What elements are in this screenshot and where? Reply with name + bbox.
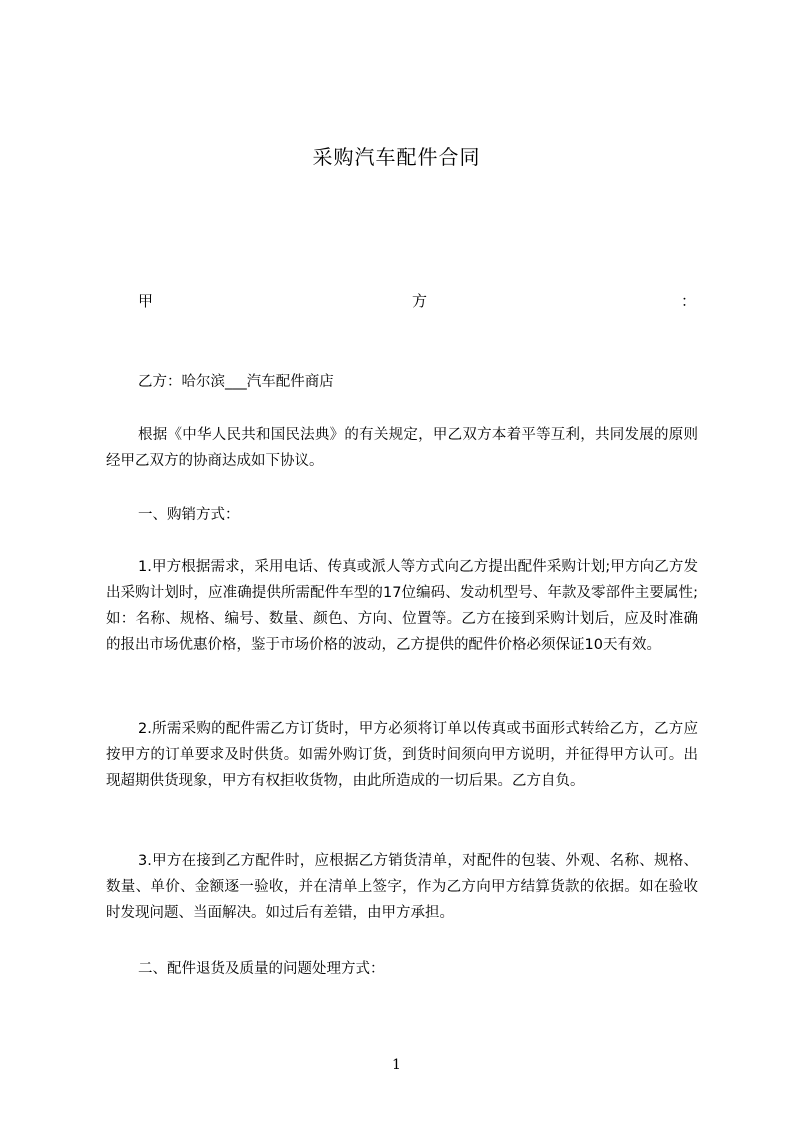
page-number: 1	[392, 1057, 401, 1073]
section-1-heading	[106, 502, 698, 528]
party-a-char-fang: 方	[412, 292, 428, 310]
clause-3-text: 3.甲方在接到乙方配件时，应根据乙方销货清单，对配件的包装、外观、名称、规格、数量、单价、金额逐一验收，并在清单上签字，作为乙方向甲方结算货款的依据。如在验收时发现问题、当面解决。如过后有差错，由甲方承担。	[106, 853, 698, 921]
clause-2-paragraph	[106, 716, 698, 794]
document-title: 采购汽车配件合同	[312, 145, 481, 169]
party-a-line	[138, 290, 696, 312]
clause-1-paragraph	[106, 554, 698, 658]
section-2-heading	[106, 956, 698, 982]
party-b-text: 乙方：哈尔滨___汽车配件商店	[138, 374, 334, 390]
party-b-line	[106, 369, 698, 395]
section-1-heading-text: 一、购销方式：	[138, 507, 240, 523]
section-2-heading-text: 二、配件退货及质量的问题处理方式：	[138, 961, 385, 977]
clause-3-paragraph	[106, 848, 698, 926]
intro-paragraph	[106, 422, 698, 474]
clause-1-text: 1.甲方根据需求，采用电话、传真或派人等方式向乙方提出配件采购计划;甲方向乙方发出采购计划时，应准确提供所需配件车型的17位编码、发动机型号、年款及零部件主要属性;如：名称、规格、编号、数量、颜色、方向、位置等。乙方在接到采购计划后，应及时准确的报出市场优惠价格，鉴于市场价格的波动，乙方提供的配件价格必须保证10天有效。	[106, 559, 698, 653]
party-a-char-jia: 甲	[138, 292, 154, 310]
intro-text: 根据《中华人民共和国民法典》的有关规定，甲乙双方本着平等互利，共同发展的原则经甲乙双方的协商达成如下协议。	[106, 427, 698, 469]
party-a-colon: ：	[680, 292, 696, 310]
clause-2-text: 2.所需采购的配件需乙方订货时，甲方必须将订单以传真或书面形式转给乙方，乙方应按甲方的订单要求及时供货。如需外购订货，到货时间须向甲方说明，并征得甲方认可。出现超期供货现象，甲方有权拒收货物，由此所造成的一切后果。乙方自负。	[106, 721, 698, 789]
